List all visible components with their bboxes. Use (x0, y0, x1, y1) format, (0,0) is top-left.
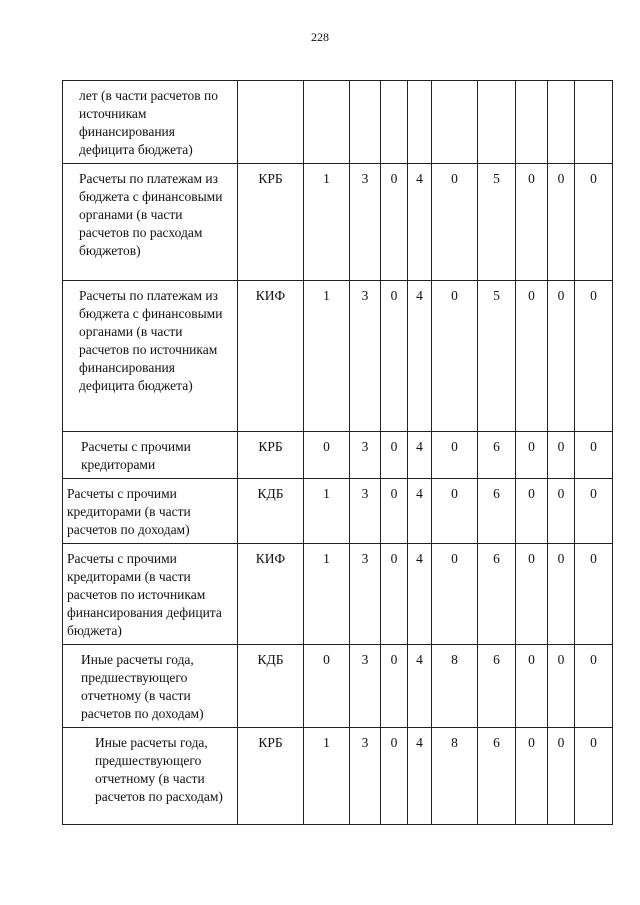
digit-cell: 3 (350, 432, 381, 479)
row-name-cell: Расчеты по платежам из бюджета с финансовыми органами (в части расчетов по расходам бюджетов) (63, 164, 238, 281)
row-name-cell: Расчеты с прочими кредиторами (в части расчетов по источникам финансирования дефицита бюджета) (63, 544, 238, 645)
digit-cell: 0 (575, 479, 613, 544)
digit-cell: 0 (548, 544, 575, 645)
digit-cell: 6 (478, 479, 516, 544)
digit-cell: 5 (478, 281, 516, 432)
digit-cell: 3 (350, 164, 381, 281)
digit-cell: 0 (516, 479, 548, 544)
digit-cell: 1 (304, 281, 350, 432)
digit-cell: 5 (478, 164, 516, 281)
digit-cell (350, 81, 381, 164)
digit-cell: 0 (575, 728, 613, 825)
digit-cell: 0 (304, 645, 350, 728)
digit-cell: 1 (304, 544, 350, 645)
digit-cell: 0 (381, 479, 408, 544)
digit-cell: 4 (408, 544, 432, 645)
code-cell (238, 81, 304, 164)
table-row (63, 432, 613, 479)
digit-cell: 0 (575, 432, 613, 479)
digit-cell: 0 (432, 164, 478, 281)
digit-cell: 0 (548, 432, 575, 479)
digit-cell: 4 (408, 645, 432, 728)
table-row (63, 544, 613, 645)
page-number: 228 (311, 30, 329, 44)
digit-cell: 0 (575, 544, 613, 645)
digit-cell: 3 (350, 645, 381, 728)
digit-cell: 6 (478, 728, 516, 825)
digit-cell: 0 (548, 281, 575, 432)
digit-cell (408, 81, 432, 164)
digit-cell (575, 81, 613, 164)
digit-cell: 3 (350, 479, 381, 544)
table-row (63, 281, 613, 432)
digit-cell: 0 (516, 544, 548, 645)
digit-cell: 3 (350, 281, 381, 432)
digit-cell: 8 (432, 728, 478, 825)
digit-cell: 0 (381, 164, 408, 281)
digit-cell: 0 (381, 281, 408, 432)
code-cell: КДБ (238, 479, 304, 544)
digit-cell: 4 (408, 432, 432, 479)
row-name-cell: Расчеты с прочими кредиторами (63, 432, 238, 479)
row-name-cell: лет (в части расчетов по источникам финансирования дефицита бюджета) (63, 81, 238, 164)
digit-cell: 0 (381, 728, 408, 825)
digit-cell: 0 (575, 645, 613, 728)
digit-cell: 0 (381, 432, 408, 479)
code-cell: КРБ (238, 728, 304, 825)
digit-cell (548, 81, 575, 164)
digit-cell: 0 (432, 479, 478, 544)
digit-cell: 4 (408, 164, 432, 281)
digit-cell: 0 (575, 164, 613, 281)
code-cell: КИФ (238, 544, 304, 645)
budget-accounts-table (62, 80, 613, 825)
digit-cell (478, 81, 516, 164)
digit-cell: 6 (478, 544, 516, 645)
digit-cell: 0 (381, 645, 408, 728)
digit-cell: 0 (516, 645, 548, 728)
digit-cell: 0 (516, 728, 548, 825)
digit-cell (304, 81, 350, 164)
digit-cell: 0 (548, 728, 575, 825)
digit-cell: 6 (478, 432, 516, 479)
digit-cell: 3 (350, 544, 381, 645)
digit-cell: 4 (408, 728, 432, 825)
row-name-cell: Иные расчеты года, предшествующего отчетному (в части расчетов по расходам) (63, 728, 238, 825)
digit-cell: 0 (516, 281, 548, 432)
digit-cell: 0 (575, 281, 613, 432)
digit-cell (381, 81, 408, 164)
digit-cell: 6 (478, 645, 516, 728)
digit-cell: 0 (548, 164, 575, 281)
digit-cell: 0 (548, 479, 575, 544)
table-row (63, 728, 613, 825)
row-name-cell: Расчеты с прочими кредиторами (в части расчетов по доходам) (63, 479, 238, 544)
code-cell: КДБ (238, 645, 304, 728)
code-cell: КРБ (238, 432, 304, 479)
digit-cell: 0 (432, 544, 478, 645)
digit-cell: 0 (432, 281, 478, 432)
digit-cell: 1 (304, 164, 350, 281)
digit-cell: 3 (350, 728, 381, 825)
table-row (63, 81, 613, 164)
digit-cell (432, 81, 478, 164)
digit-cell: 4 (408, 281, 432, 432)
digit-cell: 0 (381, 544, 408, 645)
digit-cell: 4 (408, 479, 432, 544)
digit-cell: 0 (432, 432, 478, 479)
code-cell: КИФ (238, 281, 304, 432)
row-name-cell: Иные расчеты года, предшествующего отчетному (в части расчетов по доходам) (63, 645, 238, 728)
digit-cell: 0 (516, 432, 548, 479)
row-name-cell: Расчеты по платежам из бюджета с финансовыми органами (в части расчетов по источникам финансирования дефицита бюджета) (63, 281, 238, 432)
digit-cell: 1 (304, 479, 350, 544)
digit-cell: 0 (516, 164, 548, 281)
digit-cell (516, 81, 548, 164)
digit-cell: 1 (304, 728, 350, 825)
table-row (63, 645, 613, 728)
code-cell: КРБ (238, 164, 304, 281)
table-row (63, 164, 613, 281)
digit-cell: 0 (304, 432, 350, 479)
table-row (63, 479, 613, 544)
digit-cell: 0 (548, 645, 575, 728)
digit-cell: 8 (432, 645, 478, 728)
